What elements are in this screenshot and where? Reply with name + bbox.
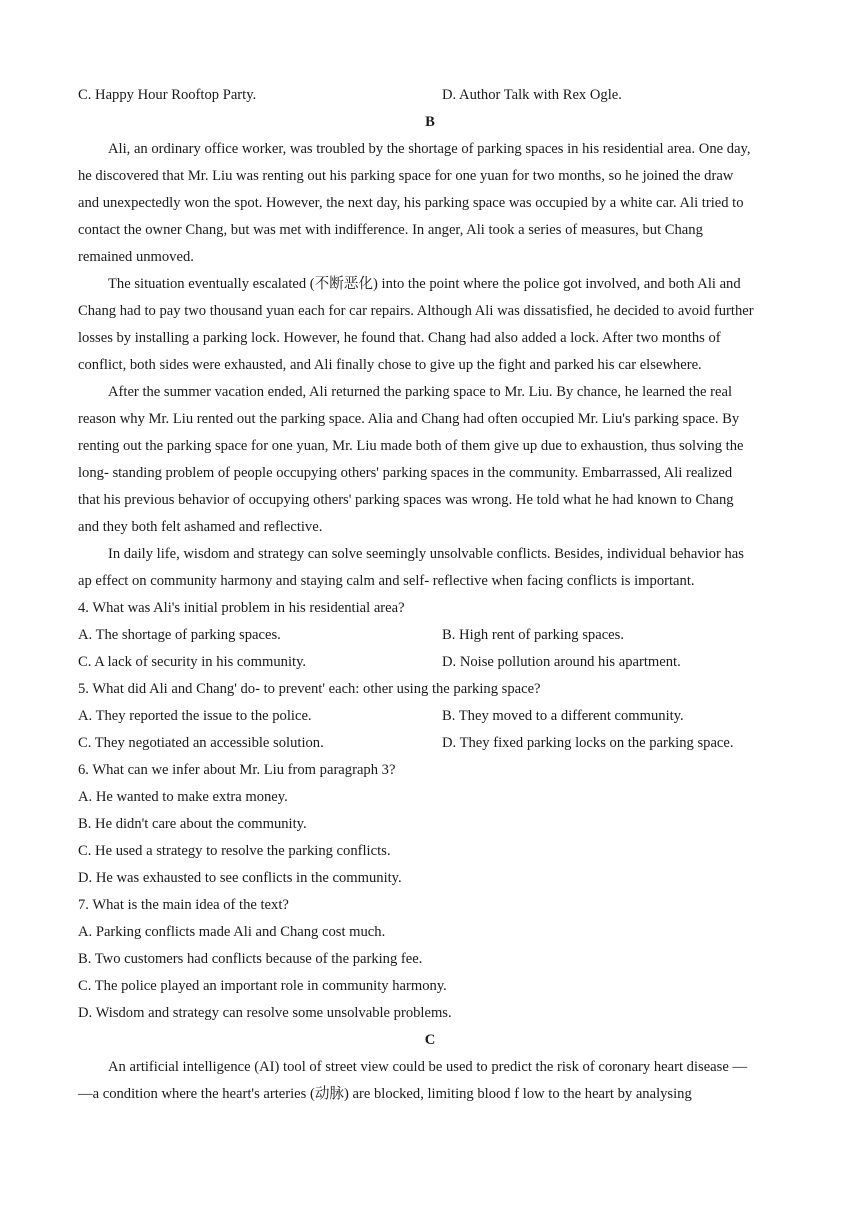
paragraph-text: ap effect on community harmony and staying calm and self- reflective when facing conflicts is important.: [78, 573, 695, 589]
paragraph-text: In daily life, wisdom and strategy can solve seemingly unsolvable conflicts. Besides, individual behavior has: [108, 546, 744, 562]
paragraph-text: that his previous behavior of occupying others' parking spaces was wrong. He told what he had known to Chang: [78, 492, 734, 508]
option-c: C. He used a strategy to resolve the parking conflicts.: [78, 843, 391, 859]
option-b: B. He didn't care about the community.: [78, 816, 307, 832]
option-a: A. He wanted to make extra money.: [78, 789, 288, 805]
paragraph-text: An artificial intelligence (AI) tool of street view could be used to predict the risk of coronary heart disease —: [108, 1059, 748, 1075]
option-a: A. They reported the issue to the police.: [78, 708, 312, 724]
paragraph-text: contact the owner Chang, but was met with indifference. In anger, Ali took a series of measures, but Chang: [78, 222, 703, 238]
option-b: B. They moved to a different community.: [442, 708, 684, 724]
paragraph-text: conflict, both sides were exhausted, and Ali finally chose to give up the fight and parked his car elsewhere.: [78, 357, 702, 373]
option-d: D. They fixed parking locks on the parking space.: [442, 735, 734, 751]
paragraph-text: After the summer vacation ended, Ali returned the parking space to Mr. Liu. By chance, he learned the real: [108, 384, 733, 400]
paragraph-text: reason why Mr. Liu rented out the parking space. Alia and Chang had often occupied Mr. Liu's parking space. By: [78, 411, 740, 427]
option-d: D. He was exhausted to see conflicts in the community.: [78, 870, 402, 886]
option-b: B. Two customers had conflicts because of the parking fee.: [78, 951, 423, 967]
option-c: C. A lack of security in his community.: [78, 654, 307, 670]
q3-option-d: D. Author Talk with Rex Ogle.: [442, 87, 622, 103]
paragraph-text: renting out the parking space for one yuan, Mr. Liu made both of them give up due to exhaustion, thus solving the: [78, 438, 744, 454]
option-c: C. They negotiated an accessible solution.: [78, 735, 324, 751]
paragraph-text: and unexpectedly won the spot. However, the next day, his parking space was occupied by a white car. Ali tried to: [78, 195, 744, 211]
paragraph-text: he discovered that Mr. Liu was renting out his parking space for one yuan for two months, so he joined the draw: [78, 168, 734, 184]
option-a: A. Parking conflicts made Ali and Chang cost much.: [78, 924, 386, 940]
section-c-heading: C: [424, 1032, 436, 1048]
q3-option-c: C. Happy Hour Rooftop Party.: [78, 87, 257, 103]
paragraph-text: losses by installing a parking lock. However, he found that. Chang had also added a lock. After two months of: [78, 330, 721, 346]
option-d: D. Noise pollution around his apartment.: [442, 654, 681, 670]
question-4: 4. What was Ali's initial problem in his residential area?: [78, 600, 405, 616]
option-c: C. The police played an important role in community harmony.: [78, 978, 447, 994]
question-6: 6. What can we infer about Mr. Liu from paragraph 3?: [78, 762, 396, 778]
paragraph-text: Ali, an ordinary office worker, was troubled by the shortage of parking spaces in his residential area. One day,: [108, 141, 751, 157]
paragraph-text: —a condition where the heart's arteries (动脉) are blocked, limiting blood f low to the heart by analysing: [78, 1086, 692, 1102]
option-b: B. High rent of parking spaces.: [442, 627, 624, 643]
section-b-heading: B: [425, 114, 435, 130]
paragraph-text: Chang had to pay two thousand yuan each for car repairs. Although Ali was dissatisfied, he decided to avoid further: [78, 303, 754, 319]
question-7: 7. What is the main idea of the text?: [78, 897, 289, 913]
question-5: 5. What did Ali and Chang' do- to prevent' each: other using the parking space?: [78, 681, 541, 697]
option-d: D. Wisdom and strategy can resolve some unsolvable problems.: [78, 1005, 452, 1021]
paragraph-text: long- standing problem of people occupying others' parking spaces in the community. Embarrassed, Ali realized: [78, 465, 733, 481]
paragraph-text: The situation eventually escalated (不断恶化) into the point where the police got involved, and both Ali and: [108, 276, 741, 292]
paragraph-text: and they both felt ashamed and reflective.: [78, 519, 323, 535]
option-a: A. The shortage of parking spaces.: [78, 627, 281, 643]
paragraph-text: remained unmoved.: [78, 249, 194, 265]
